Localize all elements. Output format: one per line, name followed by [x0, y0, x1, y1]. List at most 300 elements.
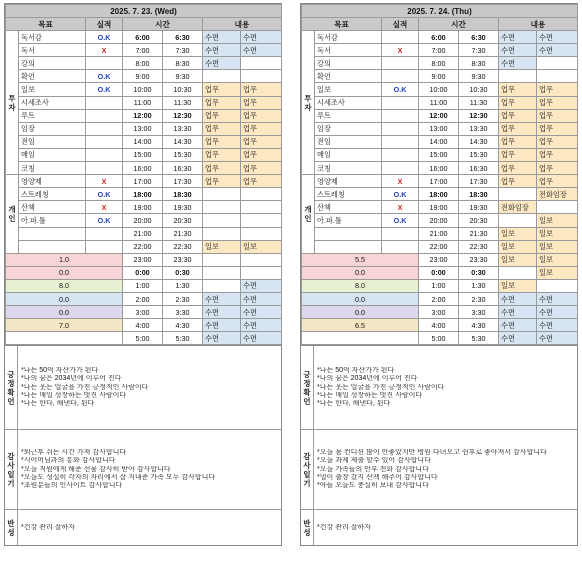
time-row [6, 148, 282, 161]
goal-name: 루트 [19, 109, 86, 122]
goal-result[interactable]: X [86, 201, 123, 214]
time-start: 12:00 [419, 109, 459, 122]
content-second-half[interactable]: 업무 [241, 122, 282, 135]
time-row [6, 253, 282, 266]
time-start: 16:00 [419, 162, 459, 175]
time-row [6, 240, 282, 253]
time-start: 3:00 [419, 306, 459, 319]
content-first-half[interactable] [203, 253, 241, 266]
time-start: 13:00 [123, 122, 163, 135]
goal-name: 산책 [19, 201, 86, 214]
time-start: 11:00 [419, 96, 459, 109]
time-end: 1:30 [459, 279, 499, 292]
time-start: 18:00 [419, 188, 459, 201]
content-second-half[interactable]: 업무 [537, 162, 578, 175]
goal-result[interactable]: O.K [86, 31, 123, 44]
goal-result[interactable] [86, 148, 123, 161]
content-first-half[interactable]: 업무 [203, 175, 241, 188]
note-line: *나는 매일 성장하는 멋진 사람이다 [317, 392, 423, 400]
goal-result[interactable] [382, 122, 419, 135]
goal-result[interactable]: O.K [382, 83, 419, 96]
goal-result[interactable]: X [382, 201, 419, 214]
section-invest-label: 투자 [6, 31, 19, 175]
content-second-half[interactable] [241, 201, 282, 214]
note-line: *오늘 과제 제출 할수 있어 감사합니다 [317, 457, 431, 465]
time-row [302, 227, 578, 240]
goal-result[interactable] [382, 96, 419, 109]
content-first-half[interactable]: 수면 [203, 306, 241, 319]
content-second-half[interactable]: 수면 [241, 332, 282, 345]
summary-cell: 0.0 [6, 306, 123, 319]
affirmation-block-text[interactable] [18, 346, 281, 429]
time-row [302, 175, 578, 188]
content-second-half[interactable]: 업무 [241, 83, 282, 96]
time-start: 13:00 [419, 122, 459, 135]
content-first-half[interactable]: 수면 [203, 319, 241, 332]
goal-result[interactable]: O.K [86, 188, 123, 201]
time-row [302, 148, 578, 161]
time-start: 18:00 [123, 188, 163, 201]
time-row [302, 306, 578, 319]
goal-name: 영양제 [19, 175, 86, 188]
header-time: 시간 [123, 18, 203, 31]
time-start: 14:00 [123, 135, 163, 148]
content-first-half[interactable]: 업무 [203, 109, 241, 122]
content-second-half[interactable] [241, 57, 282, 70]
content-first-half[interactable] [203, 188, 241, 201]
time-row [302, 122, 578, 135]
time-row [6, 57, 282, 70]
time-start: 8:00 [419, 57, 459, 70]
content-second-half[interactable]: 수면 [241, 44, 282, 57]
header-result: 실적 [86, 18, 123, 31]
time-row [6, 306, 282, 319]
goal-name: 영양제 [315, 175, 382, 188]
goal-result[interactable] [382, 31, 419, 44]
time-end: 10:30 [163, 83, 203, 96]
content-first-half[interactable]: 수면 [499, 57, 537, 70]
content-first-half[interactable]: 업무 [203, 148, 241, 161]
summary-cell: 0.0 [302, 292, 419, 305]
goal-name: 임장 [315, 122, 382, 135]
time-start: 22:00 [419, 240, 459, 253]
content-second-half[interactable]: 수면 [537, 31, 578, 44]
time-end: 3:30 [459, 306, 499, 319]
content-first-half[interactable]: 일보 [499, 227, 537, 240]
content-second-half[interactable] [537, 57, 578, 70]
content-first-half[interactable]: 업무 [499, 148, 537, 161]
content-second-half[interactable]: 업무 [241, 96, 282, 109]
goal-result[interactable] [382, 148, 419, 161]
time-start: 15:00 [123, 148, 163, 161]
goal-result[interactable] [382, 162, 419, 175]
goal-result[interactable] [86, 135, 123, 148]
time-end: 23:30 [459, 253, 499, 266]
goal-result[interactable]: X [86, 175, 123, 188]
content-first-half[interactable] [203, 279, 241, 292]
time-end: 4:30 [459, 319, 499, 332]
content-second-half[interactable]: 수면 [537, 292, 578, 305]
content-first-half[interactable]: 수면 [499, 306, 537, 319]
time-start: 3:00 [123, 306, 163, 319]
content-second-half[interactable]: 수면 [241, 306, 282, 319]
time-end: 5:30 [163, 332, 203, 345]
goal-result[interactable] [86, 57, 123, 70]
time-start: 11:00 [123, 96, 163, 109]
content-second-half[interactable] [537, 279, 578, 292]
content-second-half[interactable]: 일보 [537, 227, 578, 240]
time-end: 0:30 [459, 266, 499, 279]
reflection-block-text[interactable] [314, 510, 577, 545]
content-first-half[interactable]: 업무 [203, 122, 241, 135]
time-start: 17:00 [123, 175, 163, 188]
time-row [302, 266, 578, 279]
content-second-half[interactable] [241, 266, 282, 279]
reflection-block-text[interactable] [18, 510, 281, 545]
content-first-half[interactable]: 수면 [203, 31, 241, 44]
goal-name: 확언 [19, 70, 86, 83]
time-start: 23:00 [419, 253, 459, 266]
summary-cell: 7.0 [6, 319, 123, 332]
content-second-half[interactable]: 업무 [241, 135, 282, 148]
content-second-half[interactable]: 전화임장 [537, 188, 578, 201]
time-start: 12:00 [123, 109, 163, 122]
time-row [302, 253, 578, 266]
affirmation-block [301, 346, 577, 430]
time-end: 5:30 [459, 332, 499, 345]
goal-result[interactable] [86, 227, 123, 240]
content-first-half[interactable] [499, 188, 537, 201]
time-start: 21:00 [419, 227, 459, 240]
content-second-half[interactable]: 수면 [241, 292, 282, 305]
time-start: 16:00 [123, 162, 163, 175]
goal-name: 아.파.툴 [315, 214, 382, 227]
notes-area [5, 345, 281, 545]
content-first-half[interactable]: 일보 [499, 279, 537, 292]
content-second-half[interactable]: 업무 [537, 83, 578, 96]
goal-name: 독서 [315, 44, 382, 57]
goal-result[interactable] [382, 135, 419, 148]
note-line: *나는 50억 자산가가 된다 [317, 366, 395, 374]
content-second-half[interactable]: 업무 [537, 175, 578, 188]
affirmation-block-text[interactable] [314, 346, 577, 429]
content-second-half[interactable]: 일보 [537, 266, 578, 279]
reflection-block-label: 반성 [5, 510, 18, 545]
note-line: *시어머님과의 통화 감사합니다 [21, 457, 116, 465]
time-row [302, 109, 578, 122]
goal-result[interactable] [86, 96, 123, 109]
goal-name: 루트 [315, 109, 382, 122]
gratitude-block-text[interactable] [314, 430, 577, 509]
goal-result[interactable] [86, 109, 123, 122]
time-start: 20:00 [123, 214, 163, 227]
content-first-half[interactable]: 업무 [203, 135, 241, 148]
gratitude-block-text[interactable] [18, 430, 281, 509]
content-second-half[interactable]: 업무 [241, 148, 282, 161]
goal-name: 전임 [315, 135, 382, 148]
content-second-half[interactable] [241, 70, 282, 83]
goal-name: 산책 [315, 201, 382, 214]
time-row [6, 319, 282, 332]
summary-cell: 0.0 [6, 292, 123, 305]
goal-name: 스트레칭 [19, 188, 86, 201]
content-first-half[interactable] [499, 214, 537, 227]
content-first-half[interactable]: 수면 [499, 319, 537, 332]
time-start: 19:00 [419, 201, 459, 214]
content-first-half[interactable]: 업무 [203, 96, 241, 109]
goal-result[interactable]: O.K [382, 214, 419, 227]
goal-result[interactable]: O.K [86, 214, 123, 227]
goal-name: 독서감 [315, 31, 382, 44]
content-second-half[interactable] [241, 188, 282, 201]
content-second-half[interactable]: 일보 [537, 240, 578, 253]
content-first-half[interactable]: 일보 [499, 240, 537, 253]
summary-cell: 0.0 [302, 266, 419, 279]
goal-result[interactable]: O.K [382, 188, 419, 201]
content-first-half[interactable] [499, 266, 537, 279]
content-second-half[interactable]: 업무 [241, 175, 282, 188]
time-end: 19:30 [163, 201, 203, 214]
time-end: 8:30 [163, 57, 203, 70]
goal-name: 독서 [19, 44, 86, 57]
time-start: 1:00 [123, 279, 163, 292]
content-first-half[interactable]: 수면 [203, 44, 241, 57]
time-start: 7:00 [123, 44, 163, 57]
note-line: *나의 꿈은 2034년에 이루어 진다 [317, 375, 418, 383]
time-row [6, 266, 282, 279]
goal-result[interactable] [86, 162, 123, 175]
time-row [302, 162, 578, 175]
time-end: 21:30 [459, 227, 499, 240]
content-first-half[interactable]: 수면 [203, 57, 241, 70]
content-first-half[interactable]: 수면 [499, 44, 537, 57]
time-end: 17:30 [459, 175, 499, 188]
gratitude-block-label: 감사일기 [5, 430, 18, 509]
goal-result[interactable] [382, 240, 419, 253]
content-first-half[interactable] [203, 201, 241, 214]
time-row [6, 332, 282, 345]
content-first-half[interactable]: 업무 [499, 96, 537, 109]
time-row [6, 162, 282, 175]
goal-result[interactable] [382, 57, 419, 70]
time-row [302, 70, 578, 83]
goal-result[interactable]: X [382, 175, 419, 188]
time-start: 20:00 [419, 214, 459, 227]
notes-area [301, 345, 577, 545]
time-start: 15:00 [419, 148, 459, 161]
content-first-half[interactable]: 일보 [499, 253, 537, 266]
goal-name [19, 240, 86, 253]
date-title: 2025. 7. 23. (Wed) [6, 5, 282, 18]
summary-cell: 5.5 [302, 253, 419, 266]
content-second-half[interactable]: 일보 [241, 240, 282, 253]
time-end: 9:30 [163, 70, 203, 83]
note-line: *나의 꿈은 2034년에 이루어 진다 [21, 375, 122, 383]
note-line: *멀이 출장 갔지 산책 해주어 감사합니다 [317, 474, 438, 482]
content-first-half[interactable]: 업무 [499, 135, 537, 148]
summary-cell: 8.0 [302, 279, 419, 292]
content-first-half[interactable]: 업무 [499, 109, 537, 122]
time-row [302, 332, 578, 345]
content-second-half[interactable] [241, 253, 282, 266]
time-row [6, 70, 282, 83]
content-first-half[interactable]: 수면 [499, 332, 537, 345]
time-row [302, 31, 578, 44]
time-row [6, 227, 282, 240]
time-end: 14:30 [163, 135, 203, 148]
content-second-half[interactable] [241, 214, 282, 227]
goal-name [19, 227, 86, 240]
time-row [6, 279, 282, 292]
goal-name: 임장 [19, 122, 86, 135]
goal-name: 시세조사 [19, 96, 86, 109]
goal-name: 매임 [19, 148, 86, 161]
time-start: 9:00 [123, 70, 163, 83]
content-first-half[interactable]: 업무 [499, 175, 537, 188]
time-row [302, 96, 578, 109]
header-goal: 목표 [6, 18, 86, 31]
time-start: 6:00 [419, 31, 459, 44]
time-end: 3:30 [163, 306, 203, 319]
content-first-half[interactable] [203, 266, 241, 279]
content-first-half[interactable] [499, 70, 537, 83]
content-first-half[interactable]: 수면 [203, 292, 241, 305]
time-row [302, 188, 578, 201]
content-first-half[interactable] [203, 227, 241, 240]
goal-name: 스트레칭 [315, 188, 382, 201]
time-start: 1:00 [419, 279, 459, 292]
content-first-half[interactable]: 전화임장 [499, 201, 537, 214]
content-second-half[interactable]: 수면 [241, 279, 282, 292]
content-first-half[interactable] [203, 214, 241, 227]
time-row [302, 319, 578, 332]
time-end: 13:30 [459, 122, 499, 135]
goal-result[interactable] [86, 122, 123, 135]
goal-name: 독서감 [19, 31, 86, 44]
time-end: 6:30 [163, 31, 203, 44]
goal-name [315, 240, 382, 253]
time-start: 9:00 [419, 70, 459, 83]
time-start: 0:00 [419, 266, 459, 279]
content-second-half[interactable]: 수면 [537, 319, 578, 332]
note-line: *오늘 직원에게 해준 선물 감사히 받아 감사합니다 [21, 465, 171, 473]
content-second-half[interactable]: 수면 [241, 31, 282, 44]
gratitude-block [301, 430, 577, 510]
header-content: 내용 [203, 18, 282, 31]
time-end: 4:30 [163, 319, 203, 332]
time-end: 0:30 [163, 266, 203, 279]
note-line: *나는 50억 자산가가 된다 [21, 366, 99, 374]
content-first-half[interactable]: 업무 [203, 162, 241, 175]
content-first-half[interactable] [203, 70, 241, 83]
goal-result[interactable]: X [86, 44, 123, 57]
time-start: 7:00 [419, 44, 459, 57]
time-row [6, 201, 282, 214]
goal-name: 강의 [19, 57, 86, 70]
time-end: 7:30 [459, 44, 499, 57]
time-row [6, 188, 282, 201]
time-row [302, 292, 578, 305]
content-first-half[interactable]: 수면 [499, 31, 537, 44]
content-first-half[interactable]: 일보 [203, 240, 241, 253]
content-first-half[interactable]: 업무 [499, 162, 537, 175]
content-second-half[interactable] [537, 201, 578, 214]
goal-result[interactable] [86, 240, 123, 253]
time-start: 17:00 [419, 175, 459, 188]
content-second-half[interactable]: 수면 [241, 319, 282, 332]
goal-result[interactable]: X [382, 44, 419, 57]
goal-result[interactable] [382, 227, 419, 240]
goal-name: 코칭 [19, 162, 86, 175]
content-second-half[interactable]: 수면 [537, 44, 578, 57]
time-start: 19:00 [123, 201, 163, 214]
time-end: 2:30 [459, 292, 499, 305]
time-start: 14:00 [419, 135, 459, 148]
time-row [6, 96, 282, 109]
goal-result[interactable] [382, 109, 419, 122]
content-second-half[interactable]: 업무 [537, 135, 578, 148]
content-second-half[interactable]: 수면 [537, 306, 578, 319]
time-start: 21:00 [123, 227, 163, 240]
time-row [6, 135, 282, 148]
content-second-half[interactable] [241, 227, 282, 240]
content-second-half[interactable]: 업무 [537, 96, 578, 109]
content-second-half[interactable]: 업무 [537, 148, 578, 161]
section-personal-label: 개인 [6, 175, 19, 254]
reflection-block-label: 반성 [301, 510, 314, 545]
schedule-table [301, 4, 578, 345]
time-row [302, 135, 578, 148]
time-start: 4:00 [419, 319, 459, 332]
time-start: 22:00 [123, 240, 163, 253]
summary-cell: 1.0 [6, 253, 123, 266]
content-second-half[interactable]: 업무 [241, 109, 282, 122]
summary-cell: 8.0 [6, 279, 123, 292]
content-first-half[interactable]: 수면 [203, 332, 241, 345]
goal-name: 아.파.툴 [19, 214, 86, 227]
goal-result[interactable]: O.K [86, 70, 123, 83]
time-end: 20:30 [163, 214, 203, 227]
content-second-half[interactable]: 일보 [537, 253, 578, 266]
time-end: 19:30 [459, 201, 499, 214]
content-second-half[interactable]: 업무 [537, 122, 578, 135]
goal-name: 매임 [315, 148, 382, 161]
content-first-half[interactable]: 수면 [499, 292, 537, 305]
content-first-half[interactable]: 업무 [203, 83, 241, 96]
time-end: 10:30 [459, 83, 499, 96]
goal-result[interactable]: O.K [86, 83, 123, 96]
content-second-half[interactable]: 수면 [537, 332, 578, 345]
time-start: 2:00 [419, 292, 459, 305]
content-first-half[interactable]: 업무 [499, 122, 537, 135]
affirmation-block-label: 긍정확언 [301, 346, 314, 429]
time-start: 8:00 [123, 57, 163, 70]
time-row [302, 240, 578, 253]
content-second-half[interactable]: 업무 [241, 162, 282, 175]
time-end: 6:30 [459, 31, 499, 44]
time-end: 18:30 [459, 188, 499, 201]
content-second-half[interactable]: 업무 [537, 109, 578, 122]
schedule-table [5, 4, 282, 345]
content-second-half[interactable]: 일보 [537, 214, 578, 227]
summary-cell: 6.5 [302, 319, 419, 332]
goal-result[interactable] [382, 70, 419, 83]
time-row [6, 83, 282, 96]
content-second-half[interactable] [537, 70, 578, 83]
header-content: 내용 [499, 18, 578, 31]
content-first-half[interactable]: 업무 [499, 83, 537, 96]
time-row [302, 57, 578, 70]
